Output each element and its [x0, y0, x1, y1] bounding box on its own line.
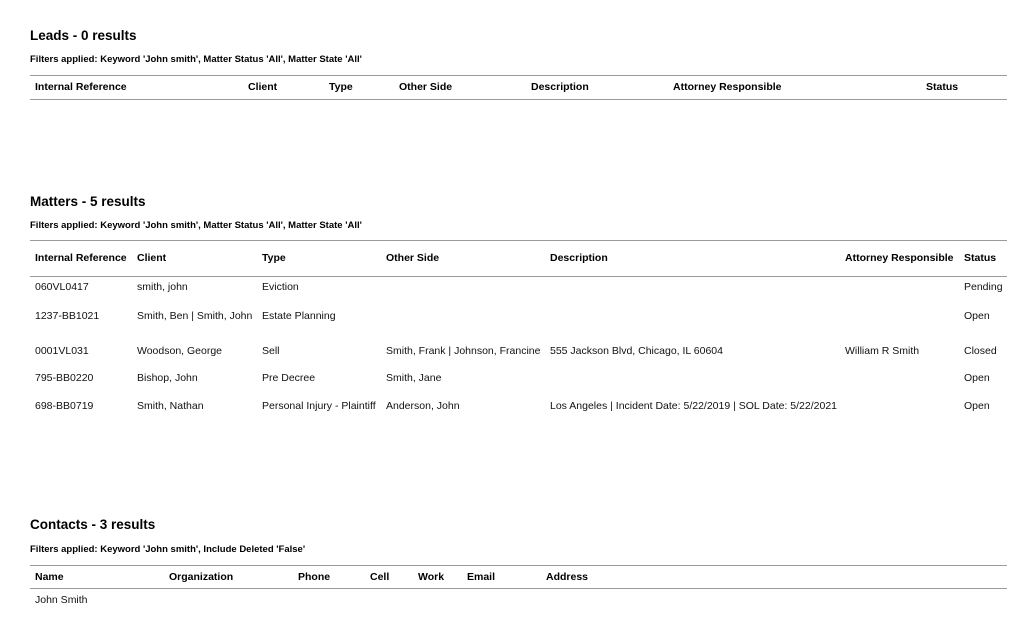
contact-email: [462, 589, 541, 613]
matter-attorney: [840, 369, 959, 389]
matter-description: [545, 299, 840, 335]
matter-status: Pending: [964, 281, 1003, 294]
matter-row[interactable]: [30, 277, 1007, 299]
leads-col-internal-reference[interactable]: Internal Reference: [35, 81, 127, 93]
leads-col-status[interactable]: Status: [926, 81, 959, 93]
contacts-col-phone[interactable]: Phone: [298, 570, 331, 583]
contacts-col-work[interactable]: Work: [418, 570, 445, 583]
contacts-col-address[interactable]: Address: [546, 570, 589, 583]
leads-filters: Filters applied: Keyword 'John smith', Matter Status 'All', Matter State 'All': [30, 54, 362, 65]
matter-other-side: Smith, Jane: [386, 372, 442, 384]
leads-section: [30, 28, 1007, 93]
contacts-title: Contacts - 3 results: [30, 517, 156, 532]
matter-status: Closed: [964, 345, 997, 357]
matter-type: Sell: [262, 345, 280, 357]
contact-address: [541, 589, 1007, 613]
matter-row[interactable]: [30, 335, 1007, 369]
matter-client: smith, john: [137, 281, 188, 294]
leads-col-type[interactable]: Type: [329, 81, 353, 93]
matter-client: Smith, Nathan: [137, 400, 204, 412]
matters-col-type[interactable]: Type: [262, 252, 286, 264]
matter-type: Eviction: [262, 281, 299, 294]
matter-other-side: Anderson, John: [386, 400, 460, 412]
matters-col-client[interactable]: Client: [137, 252, 167, 264]
matter-status: Open: [964, 372, 990, 384]
matters-title: Matters - 5 results: [30, 194, 146, 209]
contact-work: [413, 589, 462, 613]
matter-status: Open: [964, 310, 990, 322]
leads-col-other-side[interactable]: Other Side: [399, 81, 453, 93]
leads-table: [30, 75, 1007, 100]
matters-table: [30, 240, 1007, 425]
contacts-col-cell[interactable]: Cell: [370, 570, 390, 583]
matter-description: 555 Jackson Blvd, Chicago, IL 60604: [550, 345, 723, 357]
matters-col-internal-reference[interactable]: Internal Reference: [35, 252, 127, 264]
matter-other-side: [381, 299, 545, 335]
matter-attorney: [840, 277, 959, 299]
matter-status: Open: [964, 400, 990, 412]
contacts-header-row: [30, 566, 1007, 589]
leads-title: Leads - 0 results: [30, 28, 137, 43]
contact-organization: [164, 589, 293, 613]
matter-internal-reference: 1237-BB1021: [35, 310, 100, 322]
matter-type: Estate Planning: [262, 310, 336, 322]
matter-row[interactable]: [30, 389, 1007, 425]
contacts-table: [30, 565, 1007, 613]
matter-row[interactable]: [30, 369, 1007, 389]
matter-description: [545, 369, 840, 389]
matters-col-attorney-responsible[interactable]: Attorney Responsible: [845, 252, 954, 264]
matters-filters: Filters applied: Keyword 'John smith', Matter Status 'All', Matter State 'All': [30, 220, 362, 231]
contacts-col-name[interactable]: Name: [35, 570, 64, 583]
contacts-col-organization[interactable]: Organization: [169, 570, 234, 583]
matter-internal-reference: 698-BB0719: [35, 400, 94, 412]
matters-header-row: [30, 241, 1007, 277]
matters-col-other-side[interactable]: Other Side: [386, 252, 440, 264]
matter-client: Bishop, John: [137, 372, 198, 384]
contacts-col-email[interactable]: Email: [467, 570, 496, 583]
leads-col-client[interactable]: Client: [248, 81, 278, 93]
contacts-filters: Filters applied: Keyword 'John smith', Include Deleted 'False': [30, 544, 306, 555]
matter-client: Woodson, George: [137, 345, 223, 357]
matter-attorney: [840, 389, 959, 425]
matters-col-description[interactable]: Description: [550, 252, 608, 264]
matters-section: [30, 194, 1007, 412]
matter-internal-reference: 060VL0417: [35, 281, 89, 294]
contact-cell: [365, 589, 413, 613]
contact-phone: [293, 589, 365, 613]
leads-col-description[interactable]: Description: [531, 81, 589, 93]
contacts-section: [30, 517, 1007, 607]
matter-internal-reference: 0001VL031: [35, 345, 89, 357]
leads-col-attorney-responsible[interactable]: Attorney Responsible: [673, 81, 782, 93]
matters-col-status[interactable]: Status: [964, 252, 997, 264]
matter-client: Smith, Ben | Smith, John: [137, 310, 253, 322]
matter-internal-reference: 795-BB0220: [35, 372, 94, 384]
contact-row[interactable]: [30, 589, 1007, 613]
matter-description: Los Angeles | Incident Date: 5/22/2019 | SOL Date: 5/22/2021: [550, 400, 838, 412]
matter-attorney: [840, 299, 959, 335]
matter-other-side: [381, 277, 545, 299]
matter-description: [545, 277, 840, 299]
leads-header-row: [30, 76, 1007, 100]
matter-row[interactable]: [30, 299, 1007, 335]
matter-other-side: Smith, Frank | Johnson, Francine: [386, 345, 541, 357]
contact-name: John Smith: [35, 594, 88, 607]
matter-type: Personal Injury - Plaintiff: [262, 400, 376, 412]
matter-attorney: William R Smith: [845, 345, 920, 357]
matter-type: Pre Decree: [262, 372, 316, 384]
